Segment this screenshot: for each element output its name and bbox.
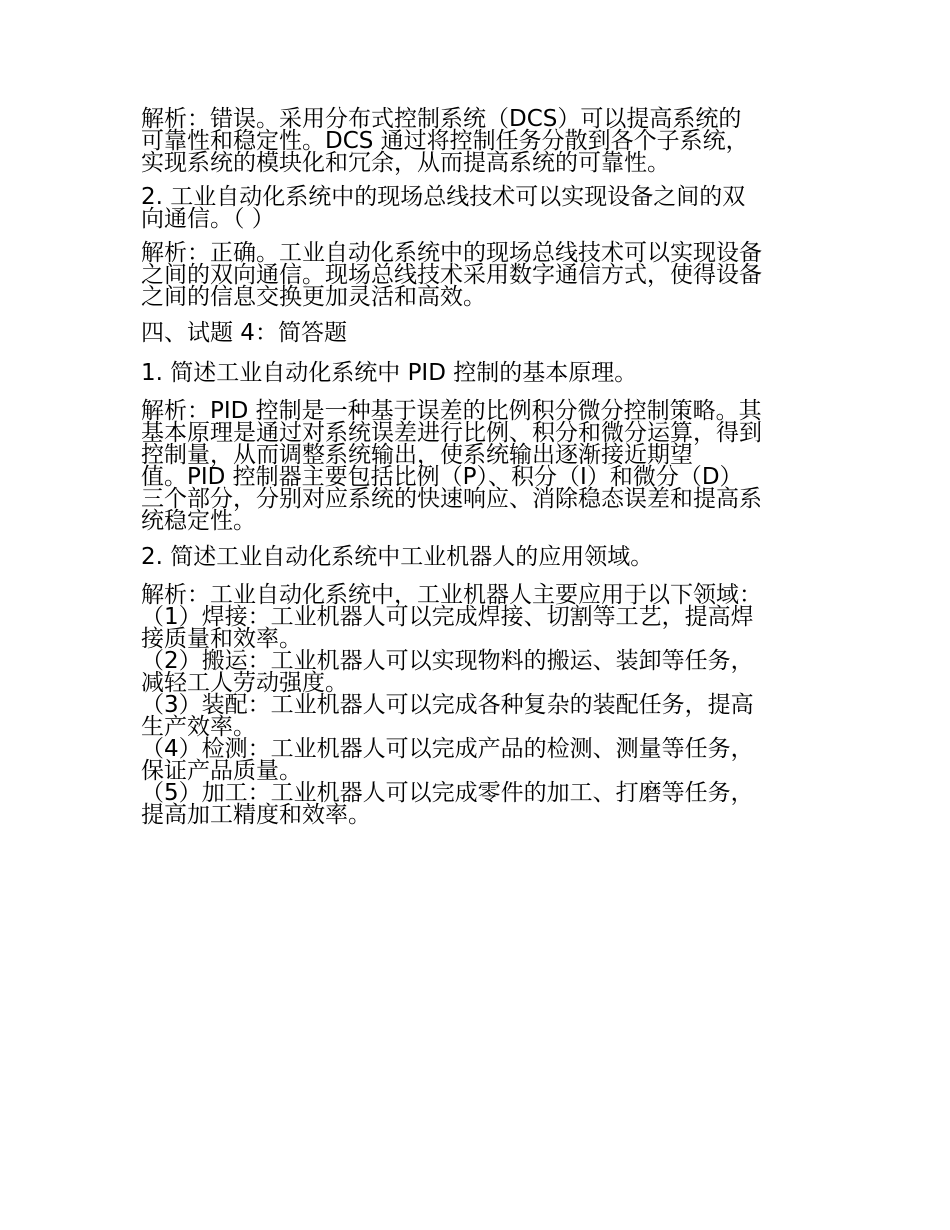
analysis-pid [141,400,813,532]
text-line: 之间的信息交换更加灵活和高效。 [141,284,486,310]
question-fieldbus [141,186,813,230]
text-line: 生产效率。 [141,714,256,740]
text-line: 控制量，从而调整系统输出，使系统输出逐渐接近期望 [141,442,693,468]
text-line: 1. 简述工业自动化系统中 PID 控制的基本原理。 [141,360,638,386]
text-line: 之间的双向通信。现场总线技术采用数字通信方式，使得设备 [141,262,762,288]
text-line: 接质量和效率。 [141,626,302,652]
question-pid [141,360,813,386]
document-body [141,108,813,838]
text-line: 统稳定性。 [141,508,256,534]
text-line: 减轻工人劳动强度。 [141,670,348,696]
question-robot [141,544,813,570]
analysis-robot [141,584,813,826]
text-line: 解析：错误。采用分布式控制系统（DCS）可以提高系统的 [141,106,742,132]
analysis-fieldbus [141,242,813,308]
text-line: 四、试题 4：简答题 [141,320,347,346]
text-line: 解析：PID 控制是一种基于误差的比例积分微分控制策略。其 [141,398,762,424]
text-line: （4）检测：工业机器人可以完成产品的检测、测量等任务， [141,736,754,762]
text-line: （5）加工：工业机器人可以完成零件的加工、打磨等任务， [141,780,754,806]
text-line: 值。PID 控制器主要包括比例（P）、积分（I）和微分（D） [141,464,743,490]
text-line: 2. 工业自动化系统中的现场总线技术可以实现设备之间的双 [141,184,746,210]
text-line: 解析：正确。工业自动化系统中的现场总线技术可以实现设备 [141,240,762,266]
text-line: 实现系统的模块化和冗余，从而提高系统的可靠性。 [141,150,670,176]
text-line: 可靠性和稳定性。DCS 通过将控制任务分散到各个子系统， [141,128,749,154]
text-line: 基本原理是通过对系统误差进行比例、积分和微分运算，得到 [141,420,762,446]
text-line: 提高加工精度和效率。 [141,802,371,828]
section-heading [141,320,813,346]
text-line: 解析：工业自动化系统中，工业机器人主要应用于以下领域： [141,582,762,608]
text-line: 向通信。（ ） [141,206,275,232]
text-line: （2）搬运：工业机器人可以实现物料的搬运、装卸等任务， [141,648,754,674]
analysis-dcs [141,108,813,174]
text-line: 保证产品质量。 [141,758,302,784]
text-line: 三个部分，分别对应系统的快速响应、消除稳态误差和提高系 [141,486,762,512]
text-line: 2. 简述工业自动化系统中工业机器人的应用领域。 [141,544,654,570]
text-line: （1）焊接：工业机器人可以完成焊接、切割等工艺，提高焊 [141,604,754,630]
text-line: （3）装配：工业机器人可以完成各种复杂的装配任务，提高 [141,692,754,718]
